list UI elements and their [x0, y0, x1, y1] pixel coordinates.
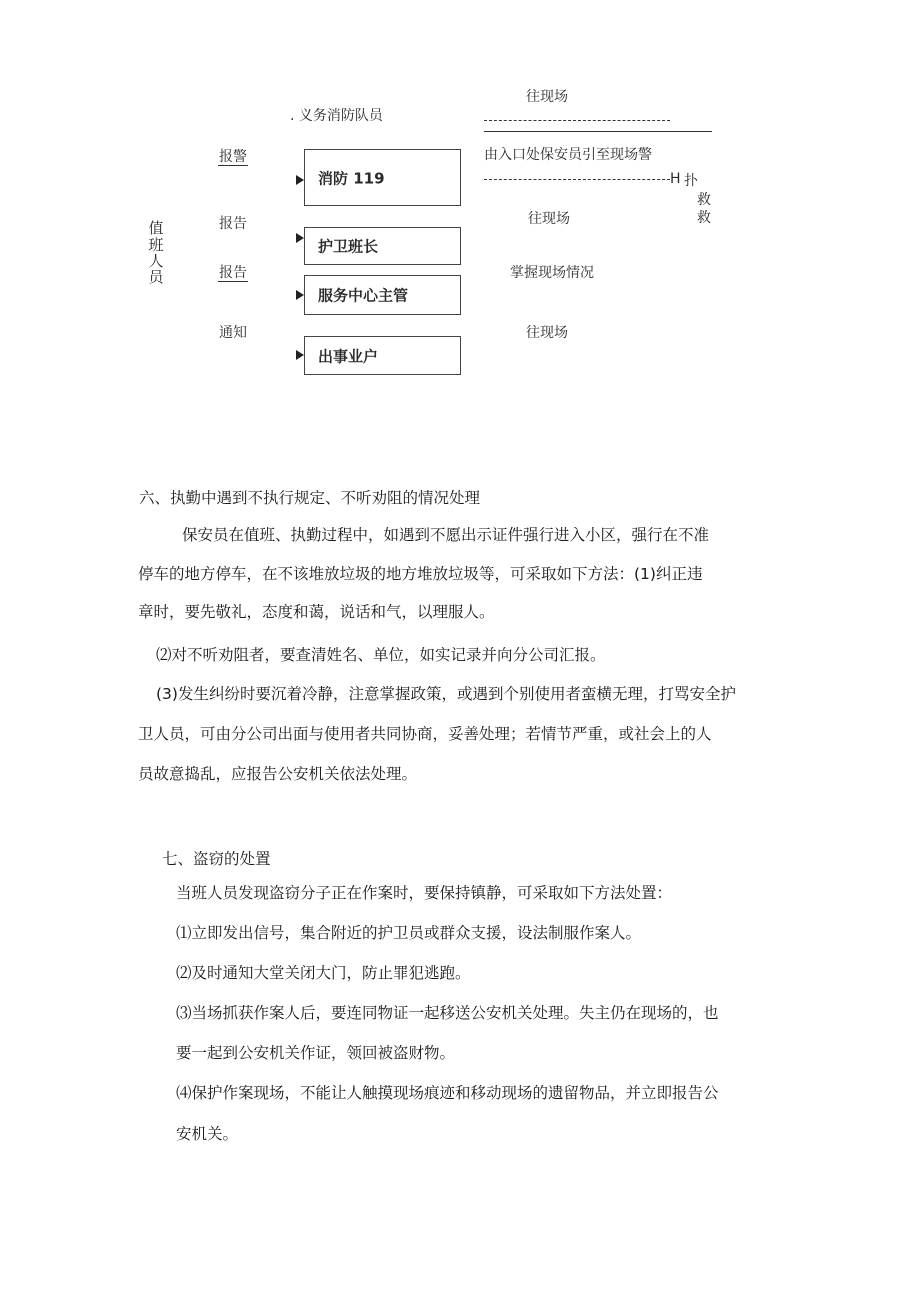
arrow-to-service-manager-icon: [296, 290, 304, 300]
section-6-paragraph-1-line-1: 保安员在值班、执勤过程中，如遇到不愿出示证件强行进入小区，强行在不准: [182, 526, 710, 544]
duty-staff-char-2: 班: [148, 236, 164, 254]
to-scene-label-top: 往现场: [526, 89, 568, 105]
section-6-heading: 六、执勤中遇到不执行规定、不听劝阻的情况处理: [139, 489, 481, 507]
duty-staff-char-4: 员: [148, 268, 164, 286]
channel-alarm-underline: [218, 165, 248, 166]
section-6-paragraph-1-line-3: 章时，要先敬礼，态度和蔼，说话和气，以理服人。: [138, 603, 495, 621]
to-scene-clipped-wrap: [528, 208, 588, 227]
guard-leader-box-label: 护卫班长: [318, 237, 379, 256]
fire-fighting-char-jiu: 救: [697, 192, 711, 208]
section-7-intro: 当班人员发现盗窃分子正在作案时，要保持镇静，可采取如下方法处置：: [176, 884, 673, 902]
to-scene-dashed-line: [484, 120, 670, 121]
channel-report-label-1: 报告: [219, 216, 247, 232]
to-scene-label-clipped: 往现场: [528, 211, 570, 227]
fire-119-box-label: 消防 119: [318, 169, 385, 187]
volunteer-firefighter-label: . 义务消防队员: [290, 108, 383, 124]
section-6-paragraph-3-line-3: 员故意捣乱，应报告公安机关依法处理。: [138, 765, 418, 783]
fire-fighting-char-pu: 扑: [684, 173, 698, 189]
section-7-item-1: ⑴立即发出信号，集合附近的护卫员或群众支援，设法制服作案人。: [176, 924, 642, 942]
channel-alarm-label: 报警: [219, 149, 247, 165]
fire-fighting-char-partial: 救: [697, 210, 711, 226]
fire-fighting-char-clipped: [697, 207, 715, 226]
arrow-to-guard-leader-icon: [296, 233, 304, 243]
guide-police-label: 由入口处保安员引至现场警: [484, 147, 652, 163]
service-manager-box: [304, 275, 461, 315]
duty-staff-char-1: 值: [148, 219, 164, 237]
section-7-item-4-line-1: ⑷保护作案现场，不能让人触摸现场痕迹和移动现场的遗留物品，并立即报告公: [176, 1084, 719, 1102]
to-scene-label-bottom: 往现场: [526, 325, 568, 341]
arrow-to-fire-box-icon: [296, 175, 304, 185]
channel-report-label-2: 报告: [219, 265, 247, 281]
arrow-to-owner-icon: [296, 350, 304, 360]
grasp-situation-label: 掌握现场情况: [510, 265, 594, 281]
to-scene-solid-line: [484, 131, 712, 132]
section-6-paragraph-3-line-2: 卫人员，可由分公司出面与使用者共同协商，妥善处理；若情节严重，或社会上的人: [138, 725, 712, 743]
channel-report-underline: [218, 281, 248, 282]
section-6-paragraph-3-line-1: (3)发生纠纷时要沉着冷静，注意掌握政策，或遇到个别使用者蛮横无理，打骂安全护: [156, 685, 736, 703]
h-char: H: [670, 171, 681, 187]
channel-notify-label: 通知: [219, 325, 247, 341]
service-manager-box-label: 服务中心主管: [318, 286, 409, 305]
section-7-heading: 七、盗窃的处置: [162, 850, 271, 868]
section-7-item-3-line-1: ⑶当场抓获作案人后，要连同物证一起移送公安机关处理。失主仍在现场的，也: [176, 1004, 719, 1022]
section-7-item-3-line-2: 要一起到公安机关作证，领回被盗财物。: [176, 1044, 456, 1062]
fire-119-box: [304, 149, 461, 206]
owner-box-label: 出事业户: [318, 347, 379, 365]
owner-box: [304, 336, 461, 375]
guide-police-dashed-line: [484, 179, 670, 180]
section-7-item-2: ⑵及时通知大堂关闭大门，防止罪犯逃跑。: [176, 964, 471, 982]
section-6-paragraph-2: ⑵对不听劝阻者，要查清姓名、单位，如实记录并向分公司汇报。: [156, 646, 606, 664]
guard-leader-box: [304, 227, 461, 265]
section-7-item-4-line-2: 安机关。: [176, 1125, 239, 1143]
section-6-paragraph-1-line-2: 停车的地方停车，在不该堆放垃圾的地方堆放垃圾等，可采取如下方法：(1)纠正违: [138, 565, 703, 583]
duty-staff-char-3: 人: [148, 252, 164, 270]
